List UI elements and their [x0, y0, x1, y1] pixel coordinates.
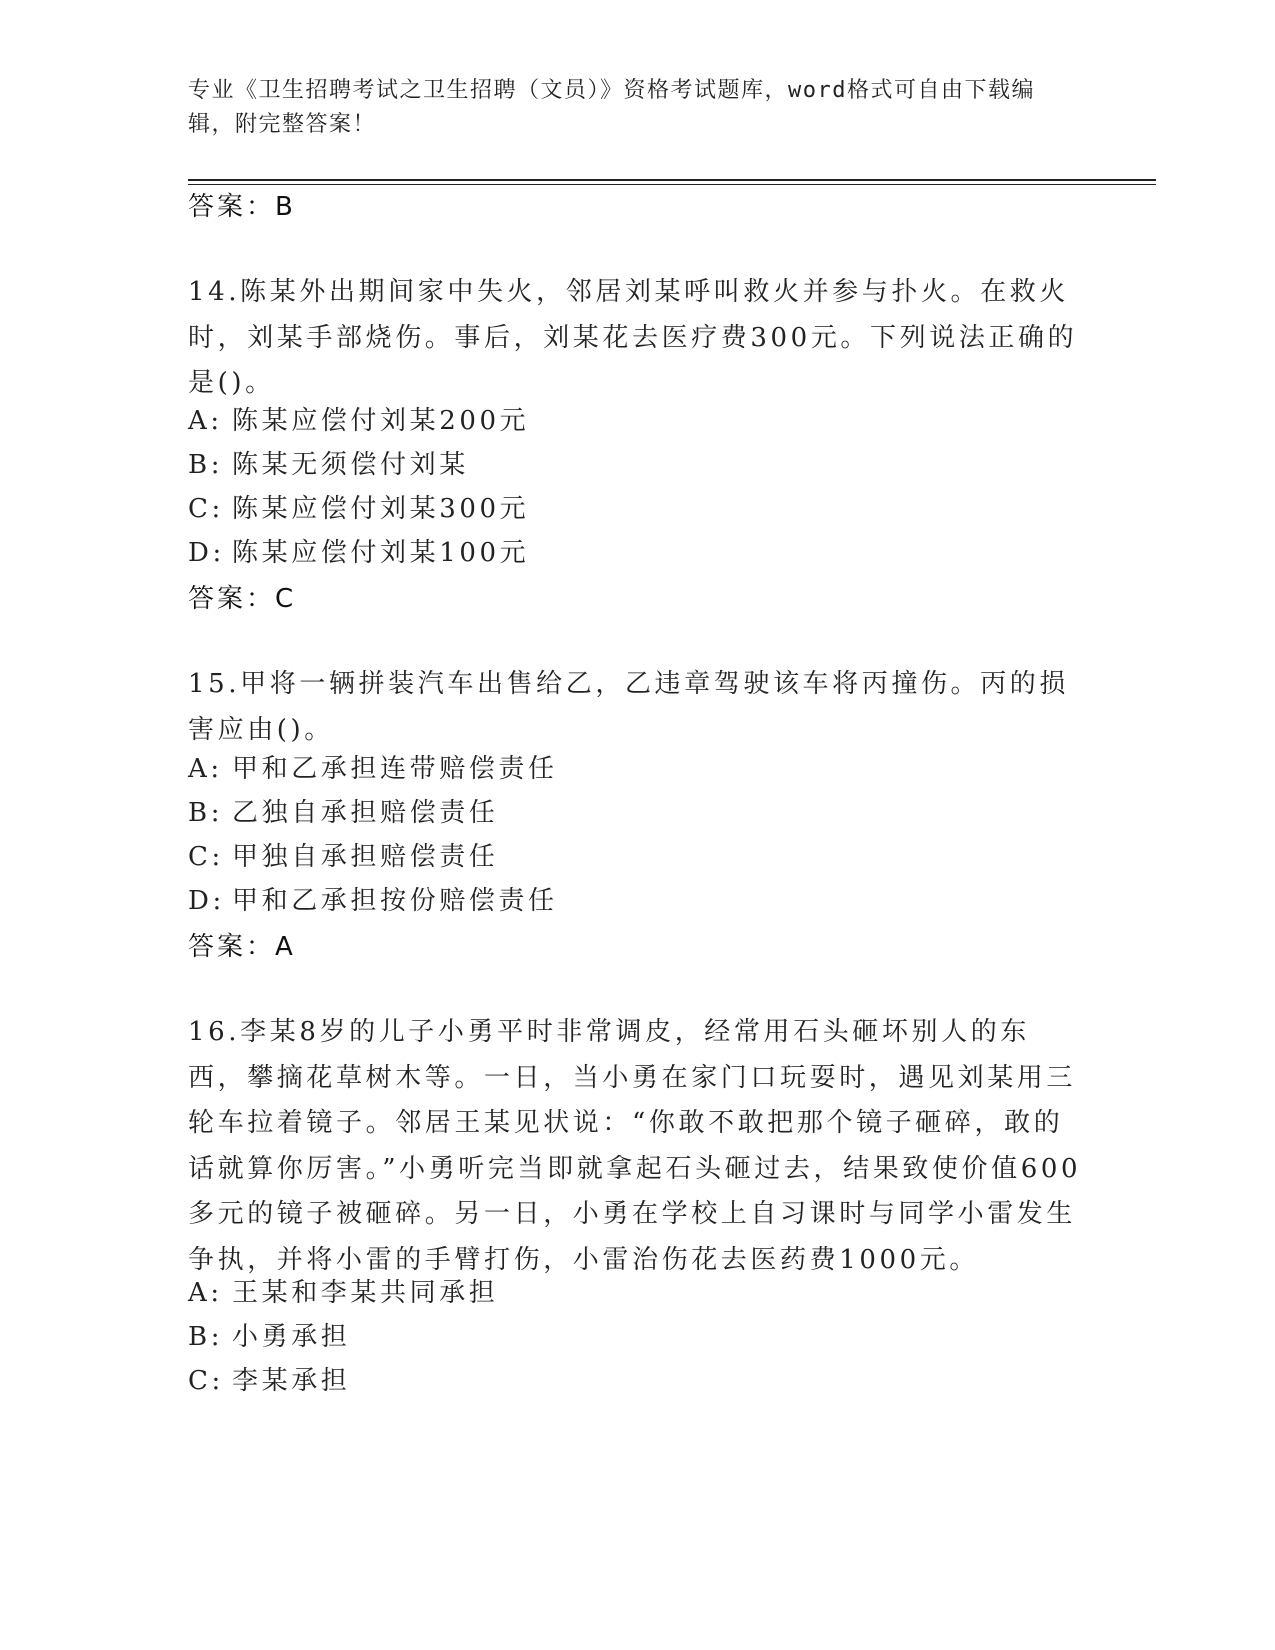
header-rule-thin — [188, 184, 1156, 185]
question-15-option-c — [188, 836, 498, 873]
option-text: 甲和乙承担按份赔偿责任 — [232, 886, 558, 916]
option-letter: A: — [188, 406, 223, 436]
option-letter: C: — [188, 1366, 224, 1396]
question-16-option-c — [188, 1360, 350, 1397]
question-16-option-a — [188, 1272, 498, 1309]
option-text: 陈某无须偿付刘某 — [232, 450, 469, 480]
header-rule-thick — [188, 179, 1156, 181]
question-14-option-d — [188, 532, 529, 569]
option-letter: C: — [188, 494, 224, 524]
question-15-option-a — [188, 748, 558, 785]
option-text: 王某和李某共同承担 — [232, 1278, 499, 1308]
question-15-answer: 答案：A — [188, 932, 296, 962]
question-14-answer: 答案：C — [188, 584, 297, 614]
option-letter: D: — [188, 886, 225, 916]
option-letter: B: — [188, 798, 224, 828]
question-14-option-b — [188, 444, 469, 481]
question-16-option-b — [188, 1316, 350, 1353]
option-text: 陈某应偿付刘某100元 — [232, 538, 530, 568]
question-15-option-b — [188, 792, 498, 829]
question-14-text: 14.陈某外出期间家中失火，邻居刘某呼叫救火并参与扑火。在救火时，刘某手部烧伤。事后，刘某花去医疗费300元。下列说法正确的是()。 — [188, 277, 1078, 398]
option-letter: B: — [188, 1322, 224, 1352]
answer-previous: 答案：B — [188, 192, 296, 222]
page-header: 专业《卫生招聘考试之卫生招聘（文员）》资格考试题库，word格式可自由下载编辑，附完整答案！ — [188, 78, 1035, 137]
question-16-text: 16.李某8岁的儿子小勇平时非常调皮，经常用石头砸坏别人的东西，攀摘花草树木等。一日，当小勇在家门口玩耍时，遇见刘某用三轮车拉着镜子。邻居王某见状说：“你敢不敢把那个镜子砸碎，敢的话就算你厉害。”小勇听完当即就拿起石头砸过去，结果致使价值600多元的镜子被砸碎。另一日，小勇在学校上自习课时与同学小雷发生争执，并将小雷的手臂打伤，小雷治伤花去医药费1000元。 — [188, 1017, 1082, 1275]
question-14-option-a — [188, 400, 529, 437]
question-14-option-c — [188, 488, 529, 525]
option-letter: C: — [188, 842, 224, 872]
option-text: 李某承担 — [232, 1366, 351, 1396]
question-15-text: 15.甲将一辆拼装汽车出售给乙，乙违章驾驶该车将丙撞伤。丙的损害应由()。 — [188, 669, 1069, 745]
option-letter: A: — [188, 1278, 223, 1308]
option-text: 陈某应偿付刘某200元 — [232, 406, 530, 436]
option-text: 小勇承担 — [232, 1322, 351, 1352]
option-text: 甲和乙承担连带赔偿责任 — [232, 754, 558, 784]
option-letter: A: — [188, 754, 223, 784]
option-letter: D: — [188, 538, 225, 568]
option-letter: B: — [188, 450, 224, 480]
option-text: 乙独自承担赔偿责任 — [232, 798, 499, 828]
question-15-option-d — [188, 880, 558, 917]
option-text: 甲独自承担赔偿责任 — [232, 842, 499, 872]
option-text: 陈某应偿付刘某300元 — [232, 494, 530, 524]
